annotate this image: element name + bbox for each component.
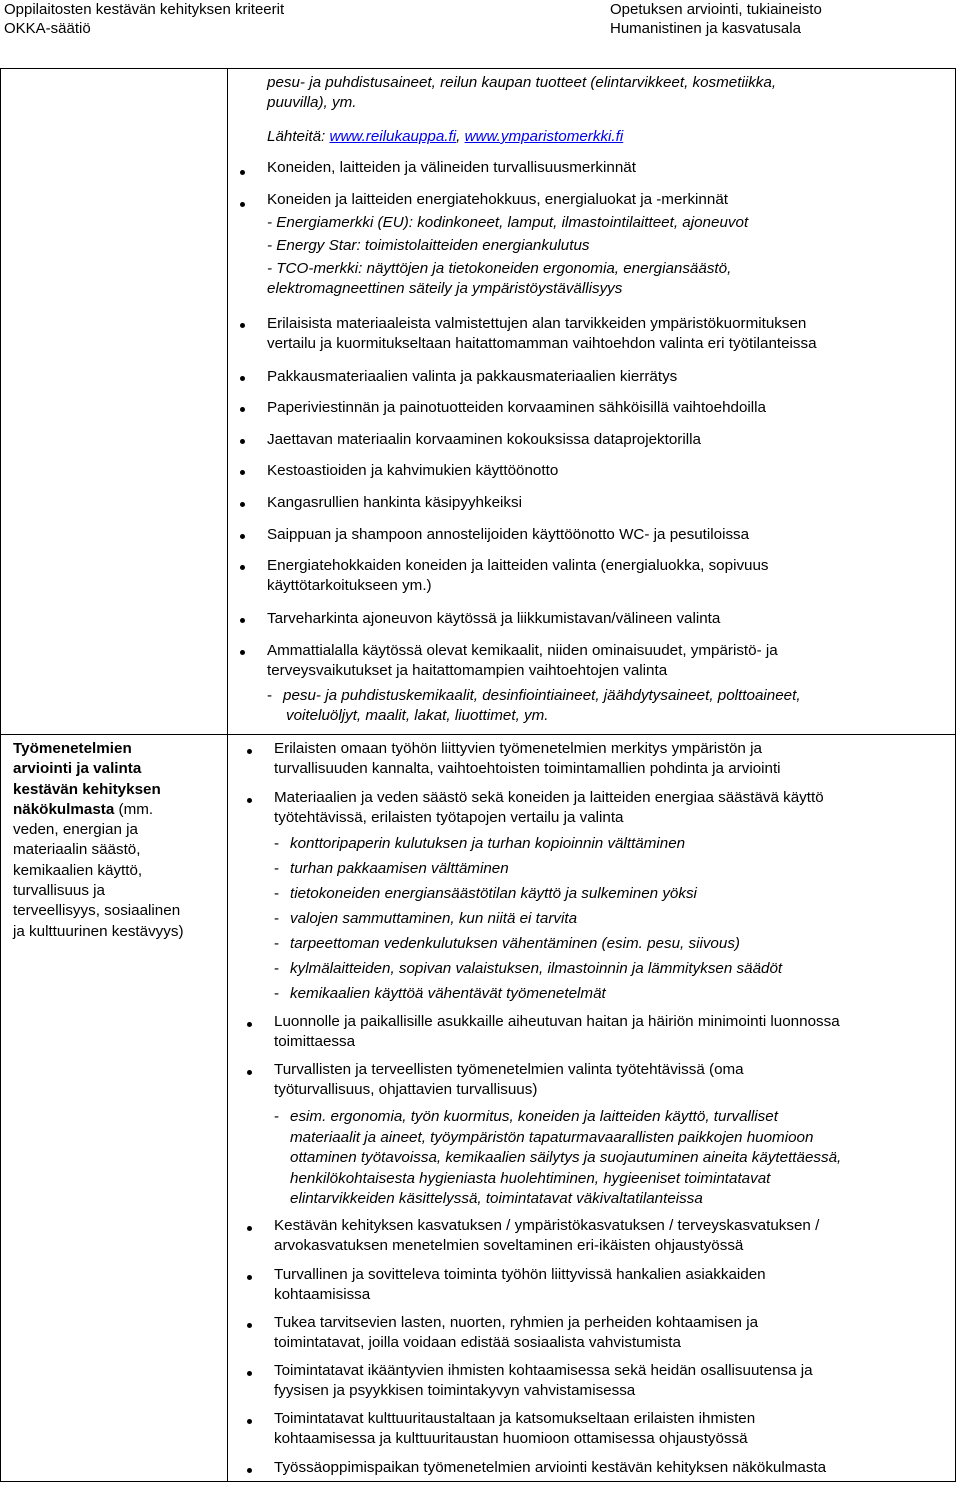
list-item <box>267 190 949 299</box>
list-item <box>274 788 949 828</box>
list-item-text: Turvallinen ja sovitteleva toiminta työhön liittyvissä hankalien asiakkaiden <box>274 1266 766 1283</box>
list-item <box>267 367 949 387</box>
sub-item <box>274 834 949 859</box>
bullet-icon <box>247 1022 252 1027</box>
header-organization: OKKA-säätiö <box>4 20 91 37</box>
dash-marker: - <box>274 860 280 877</box>
dash-marker: - <box>274 960 280 977</box>
bullet-icon <box>240 170 245 175</box>
list-item <box>274 1265 949 1305</box>
chemicals-sublist <box>283 686 949 726</box>
list-item-text: terveysvaikutukset ja haitattomampien vaihtoehtojen valinta <box>267 662 668 679</box>
bullet-icon <box>247 1070 252 1075</box>
sub-item-text: tarpeettoman vedenkulutuksen vähentäminen (esim. pesu, siivous) <box>290 935 740 952</box>
list-item <box>274 1060 949 1100</box>
sub-item <box>274 934 949 959</box>
list-item <box>274 1458 949 1478</box>
list-item-text: turvallisuuden kannalta, vaihtoehtoisten toimintamallien pohdinta ja arviointi <box>274 760 781 777</box>
energy-label-line: - Energiamerkki (EU): kodinkoneet, lamput, ilmastointilaitteet, ajoneuvot <box>267 214 749 231</box>
energy-label-line: - TCO-merkki: näyttöjen ja tietokoneiden ergonomia, energiansäästö, <box>267 260 732 277</box>
criterion-title-line: arviointi ja valinta <box>13 760 142 778</box>
bullet-icon <box>240 618 245 623</box>
list-item-text: työturvallisuus, ohjattavien turvallisuus) <box>274 1081 538 1098</box>
list-item-text: Erilaisista materiaaleista valmistettujen alan tarvikkeiden ympäristökuormituksen <box>267 315 807 332</box>
sub-item-text: turhan pakkaamisen välttäminen <box>290 860 509 877</box>
energy-label-line: elektromagneettinen säteily ja ympäristöystävällisyys <box>267 280 623 297</box>
intro-text <box>267 73 949 113</box>
bullet-icon <box>240 502 245 507</box>
list-item-text: Toimintatavat kulttuuritaustaltaan ja katsomukseltaan erilaisten ihmisten <box>274 1410 756 1427</box>
intro-line: puuvilla), ym. <box>267 94 357 111</box>
criteria-table <box>0 68 956 1482</box>
criterion-title-line: kestävän kehityksen <box>13 780 161 798</box>
criterion-title-line: Työmenetelmien <box>13 740 132 757</box>
sources-separator: , <box>456 128 465 145</box>
list-item-text: Kestävän kehityksen kasvatuksen / ympäristökasvatuksen / terveyskasvatuksen / <box>274 1217 820 1234</box>
list-item <box>267 493 949 513</box>
list-item <box>267 556 949 596</box>
bullet-icon <box>247 1323 252 1328</box>
criterion-note-line: kemikaalien käyttö, <box>13 861 143 879</box>
list-item <box>274 1216 949 1256</box>
dash-marker: - <box>274 985 280 1002</box>
criterion-title-line: näkökulmasta <box>13 800 115 818</box>
list-item-text: käyttötarkoitukseen ym.) <box>267 577 432 594</box>
bullet-icon <box>247 1275 252 1280</box>
bullet-icon <box>247 1226 252 1231</box>
bullet-icon <box>247 1371 252 1376</box>
bullet-icon <box>247 749 252 754</box>
list-item <box>267 314 949 354</box>
link-reilukauppa[interactable]: www.reilukauppa.fi <box>329 128 457 145</box>
sub-item-text: kylmälaitteiden, sopivan valaistuksen, ilmastoinnin ja lämmityksen säädöt <box>290 960 783 977</box>
list-item-text: Energiatehokkaiden koneiden ja laitteiden valinta (energialuokka, sopivuus <box>267 557 769 574</box>
bullet-icon <box>247 1419 252 1424</box>
list-item-text: Tukea tarvitsevien lasten, nuorten, ryhmien ja perheiden kohtaamisen ja <box>274 1314 759 1331</box>
list-item <box>274 1361 949 1401</box>
bullet-icon <box>240 534 245 539</box>
list-item <box>274 1409 949 1449</box>
sub-item-text: konttoripaperin kulutuksen ja turhan kopioinnin välttäminen <box>290 835 686 852</box>
header-field: Humanistinen ja kasvatusala <box>610 20 801 37</box>
bullet-icon <box>240 407 245 412</box>
bullet-icon <box>240 470 245 475</box>
sub-item-text: valojen sammuttaminen, kun niitä ei tarvita <box>290 910 578 927</box>
sub-item <box>274 909 949 934</box>
bullet-icon <box>247 798 252 803</box>
bullet-icon <box>247 1468 252 1473</box>
criterion-note-line: terveellisyys, sosiaalinen <box>13 902 181 920</box>
list-item-text: toimittaessa <box>274 1033 356 1050</box>
dash-marker: - <box>267 687 273 704</box>
list-item-text: toimintatavat, joilla voidaan edistää sosiaalista vahvistumista <box>274 1334 681 1351</box>
sub-item-text: pesu- ja puhdistuskemikaalit, desinfiointiaineet, jäähdytysaineet, polttoaineet, <box>283 687 801 704</box>
sub-item-text: kemikaalien käyttöä vähentävät työmenetelmät <box>290 985 606 1002</box>
list-item <box>267 609 949 629</box>
sub-item-text: voiteluöljyt, maalit, lakat, liuottimet, ym. <box>286 707 549 724</box>
intro-line: pesu- ja puhdistusaineet, reilun kaupan tuotteet (elintarvikkeet, kosmetiikka, <box>267 74 777 91</box>
list-item-text: Pakkausmateriaalien valinta ja pakkausmateriaalien kierrätys <box>267 368 678 385</box>
dash-marker: - <box>274 885 280 902</box>
dash-marker: - <box>274 835 280 852</box>
header-right <box>610 0 822 38</box>
dash-marker: - <box>274 1108 280 1125</box>
list-item-text: Turvallisten ja terveellisten työmenetelmien valinta työtehtävissä (oma <box>274 1061 744 1078</box>
sources-label: Lähteitä: <box>267 128 330 145</box>
list-item-text: Kangasrullien hankinta käsipyyhkeiksi <box>267 494 522 511</box>
criterion-note-line: materiaalin säästö, <box>13 841 141 859</box>
link-ymparistomerkki[interactable]: www.ymparistomerkki.fi <box>464 128 624 145</box>
sub-item <box>274 959 949 984</box>
list-item-text: Saippuan ja shampoon annostelijoiden käyttöönotto WC- ja pesutiloissa <box>267 526 750 543</box>
list-item <box>267 641 949 681</box>
list-item <box>267 525 949 545</box>
criterion-heading <box>13 739 223 942</box>
sub-item-text: henkilökohtaisesta hygieniasta huolehtiminen, hygieeniset toimintatavat <box>290 1169 771 1187</box>
list-item <box>274 739 949 779</box>
sub-item <box>274 884 949 909</box>
sub-item-text: esim. ergonomia, työn kuormitus, koneiden ja laitteiden käyttö, turvalliset <box>290 1108 778 1125</box>
header-criteria-title: Oppilaitosten kestävän kehityksen kriteerit <box>4 1 285 18</box>
sub-item-text: tietokoneiden energiansäästötilan käyttö ja sulkeminen yöksi <box>290 885 697 902</box>
sub-item <box>274 984 949 1009</box>
sub-item-text: ottaminen työtavoissa, kemikaalien säilytys ja suojautuminen aineita käytettäessä, <box>290 1149 842 1167</box>
list-item-text: fyysisen ja psyykkisen toimintakyvyn vahvistamisessa <box>274 1382 636 1399</box>
bullet-icon <box>240 202 245 207</box>
table-right-column <box>229 69 955 1481</box>
criterion-note-line: ja kulttuurinen kestävyys) <box>13 922 184 940</box>
list-item-text: Tarveharkinta ajoneuvon käytössä ja liikkumistavan/välineen valinta <box>267 610 721 627</box>
list-item-text: Materiaalien ja veden säästö sekä koneiden ja laitteiden energiaa säästävä käyttö <box>274 789 824 806</box>
dash-marker: - <box>274 935 280 952</box>
list-item-text: kohtaamisessa ja kulttuuritaustan huomioon ottamisessa ohjaustyössä <box>274 1430 748 1447</box>
list-item-text: Luonnolle ja paikallisille asukkaille aiheutuvan haitan ja häiriön minimointi luonnossa <box>274 1013 840 1030</box>
energy-label-line: - Energy Star: toimistolaitteiden energiankulutus <box>267 237 590 254</box>
bullet-icon <box>240 376 245 381</box>
list-item-text: Toimintatavat ikääntyvien ihmisten kohtaamisessa sekä heidän osallisuutensa ja <box>274 1362 813 1379</box>
bullet-icon <box>240 323 245 328</box>
bullet-icon <box>240 650 245 655</box>
list-item-text: työtehtävissä, erilaisten työtapojen vertailu ja valinta <box>274 809 624 826</box>
list-item <box>267 398 949 418</box>
list-item-text: Koneiden, laitteiden ja välineiden turvallisuusmerkinnät <box>267 159 636 176</box>
list-item-text: Ammattialalla käytössä olevat kemikaalit, niiden ominaisuudet, ympäristö- ja <box>267 642 778 659</box>
list-item-text: kohtaamisissa <box>274 1286 371 1303</box>
header-left <box>4 0 284 38</box>
header-document-title: Opetuksen arviointi, tukiaineisto <box>610 1 822 18</box>
bullet-icon <box>240 565 245 570</box>
criterion-note-start: (mm. <box>114 800 154 818</box>
bullet-icon <box>240 439 245 444</box>
list-item-text: Kestoastioiden ja kahvimukien käyttöönotto <box>267 462 559 479</box>
list-item <box>267 430 949 450</box>
criterion-note-line: veden, energian ja <box>13 821 138 839</box>
criterion-note-line: turvallisuus ja <box>13 882 106 900</box>
list-item <box>267 461 949 481</box>
list-item <box>267 158 949 178</box>
list-item-text: Jaettavan materiaalin korvaaminen kokouksissa dataprojektorilla <box>267 431 701 448</box>
sub-item-text: materiaalit ja aineet, työympäristön tapaturmavaarallisten paikkojen huomioon <box>290 1128 814 1146</box>
list-item <box>274 1313 949 1353</box>
page-header <box>4 0 956 40</box>
list-item-text: Erilaisten omaan työhön liittyvien työmenetelmien merkitys ympäristön ja <box>274 740 762 757</box>
list-item <box>274 1012 949 1052</box>
sub-item <box>274 859 949 884</box>
sub-item-text: elintarvikkeiden käsittelyssä, toimintatavat väkivaltatilanteissa <box>290 1190 703 1208</box>
list-item-text: arvokasvatuksen menetelmien soveltaminen eri-ikäisten ohjaustyössä <box>274 1237 744 1254</box>
list-item-text: Paperiviestinnän ja painotuotteiden korvaaminen sähköisillä vaihtoehdoilla <box>267 399 766 416</box>
list-item-text: vertailu ja kuormitukseltaan haitattomamman vaihtoehdon valinta eri työtilanteissa <box>267 335 817 352</box>
safety-sublist <box>290 1107 951 1210</box>
list-item-text: Työssäoppimispaikan työmenetelmien arviointi kestävän kehityksen näkökulmasta <box>274 1459 827 1476</box>
list-item-text: Koneiden ja laitteiden energiatehokkuus, energialuokat ja -merkinnät <box>267 191 728 208</box>
saving-sublist <box>274 834 949 1009</box>
sources-line <box>267 127 949 147</box>
dash-marker: - <box>274 910 280 927</box>
